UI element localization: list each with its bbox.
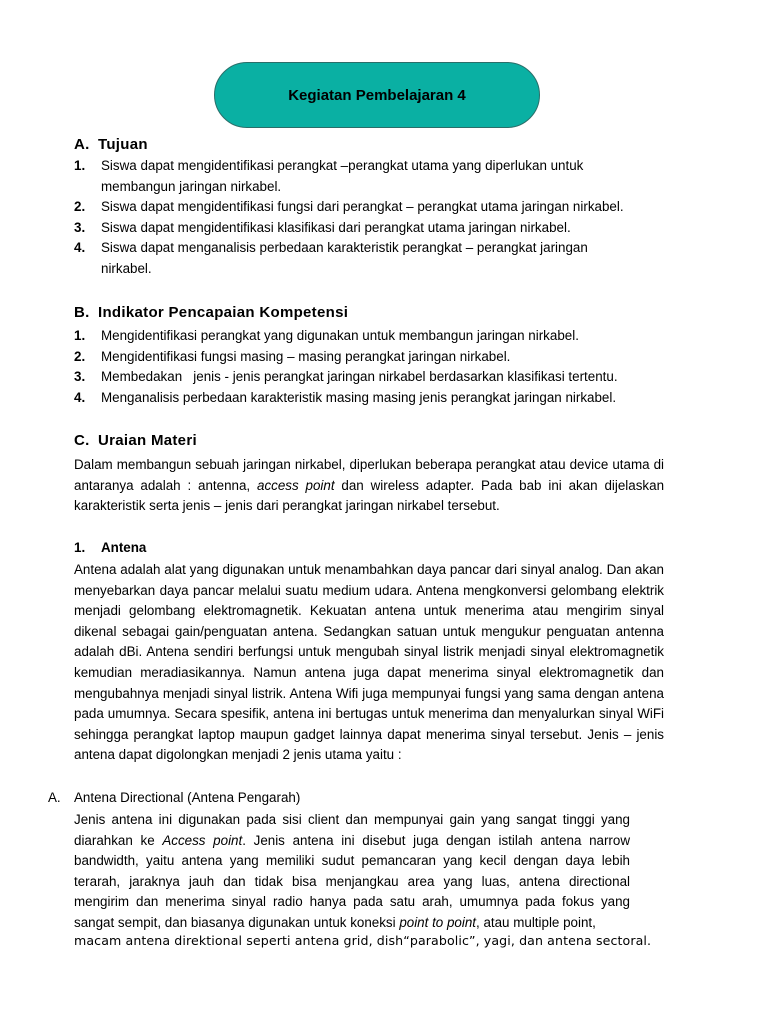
section-c-heading bbox=[74, 432, 197, 449]
section-a-title: Tujuan bbox=[98, 136, 148, 153]
directional-heading: A. Antena Directional (Antena Pengarah) bbox=[48, 790, 301, 805]
list-item: 4. Siswa dapat menganalisis perbedaan karakteristik perangkat – perangkat jaringan nirkabel. bbox=[74, 240, 588, 276]
section-c-intro: Dalam membangun sebuah jaringan nirkabel, diperlukan beberapa perangkat atau device utama di antaranya adalah : antenna, access point dan wireless adapter. Pada bab ini akan dijelaskan karakteristik serta jenis – jenis dari perangkat jaringan nirkabel tersebut. bbox=[74, 457, 665, 514]
directional-paragraph: Jenis antena ini digunakan pada sisi client dan mempunyai gain yang sangat tinggi yang diarahkan ke Access point. Jenis antena ini disebut juga dengan istilah antena narrow bandwidth, yaitu antena yang memiliki sudut pemancaran yang kecil dengan daya lebih terarah, jaraknya jauh dan tidak bisa menjangkau area yang luas, antena directional mengirim dan menerima sinyal radio hanya pada satu arah, umumnya pada fokus yang sangat sempit, dan biasanya digunakan untuk koneksi point to point, atau multiple point, bbox=[74, 812, 630, 930]
section-c-title: Uraian Materi bbox=[98, 432, 197, 449]
antena-paragraph: Antena adalah alat yang digunakan untuk menambahkan daya pancar dari sinyal analog. Dan akan menyebarkan daya pancar melalui suatu medium udara. Antena mengkonversi gelombang elektrik menjadi gelombang elektromagnetik. Kekuatan antena untuk menerima atau mengirim sinyal dikenal sebagai gain/penguatan antena. Sedangkan satuan untuk mengukur penguatan antenna adalah dBi. Antena sendiri berfungsi untuk mengubah sinyal listrik menjadi sinyal elektromagnetik kemudian meradiasikannya. Namun antena juga dapat menerima sinyal elektromagnetik dan mengubahnya menjadi sinyal listrik. Antena Wifi juga mempunyai fungsi yang sama dengan antena pada umumnya. Secara spesifik, antena ini bertugas untuk menerima dan menyalurkan sinyal WiFi sehingga perangkat laptop maupun gadget lainnya dapat menerima sinyal tersebut. Jenis – jenis antena dapat digolongkan menjadi 2 jenis utama yaitu : bbox=[74, 562, 664, 763]
section-b-letter: B. bbox=[74, 304, 90, 321]
antena-heading: 1. Antena bbox=[74, 540, 147, 555]
list-item: 3. Siswa dapat mengidentifikasi klasifikasi dari perangkat utama jaringan nirkabel. bbox=[74, 219, 571, 235]
section-b-list bbox=[74, 326, 694, 408]
section-b-heading bbox=[74, 304, 348, 321]
list-item: 3. Membedakan jenis - jenis perangkat jaringan nirkabel berdasarkan klasifikasi tertentu. bbox=[74, 369, 618, 384]
list-item: 1. Mengidentifikasi perangkat yang digunakan untuk membangun jaringan nirkabel. bbox=[74, 328, 579, 343]
page-title-banner bbox=[214, 62, 540, 128]
section-a-letter: A. bbox=[74, 136, 90, 153]
list-item: 2. Mengidentifikasi fungsi masing – masing perangkat jaringan nirkabel. bbox=[74, 348, 511, 364]
section-b-title: Indikator Pencapaian Kompetensi bbox=[98, 304, 349, 321]
list-item: 1. Siswa dapat mengidentifikasi perangkat –perangkat utama yang diperlukan untuk membangun jaringan nirkabel. bbox=[74, 158, 584, 194]
section-a-list bbox=[74, 156, 694, 279]
section-a-heading bbox=[74, 136, 148, 153]
page-title: Kegiatan Pembelajaran 4 bbox=[288, 86, 466, 104]
directional-last-line: macam antena direktional seperti antena grid, dish“parabolic”, yagi, dan antena sectoral. bbox=[74, 933, 652, 948]
section-c-letter: C. bbox=[74, 432, 90, 449]
list-item: 2. Siswa dapat mengidentifikasi fungsi dari perangkat – perangkat utama jaringan nirkabel. bbox=[74, 199, 624, 214]
list-item: 4. Menganalisis perbedaan karakteristik masing masing jenis perangkat jaringan nirkabel. bbox=[74, 389, 617, 405]
